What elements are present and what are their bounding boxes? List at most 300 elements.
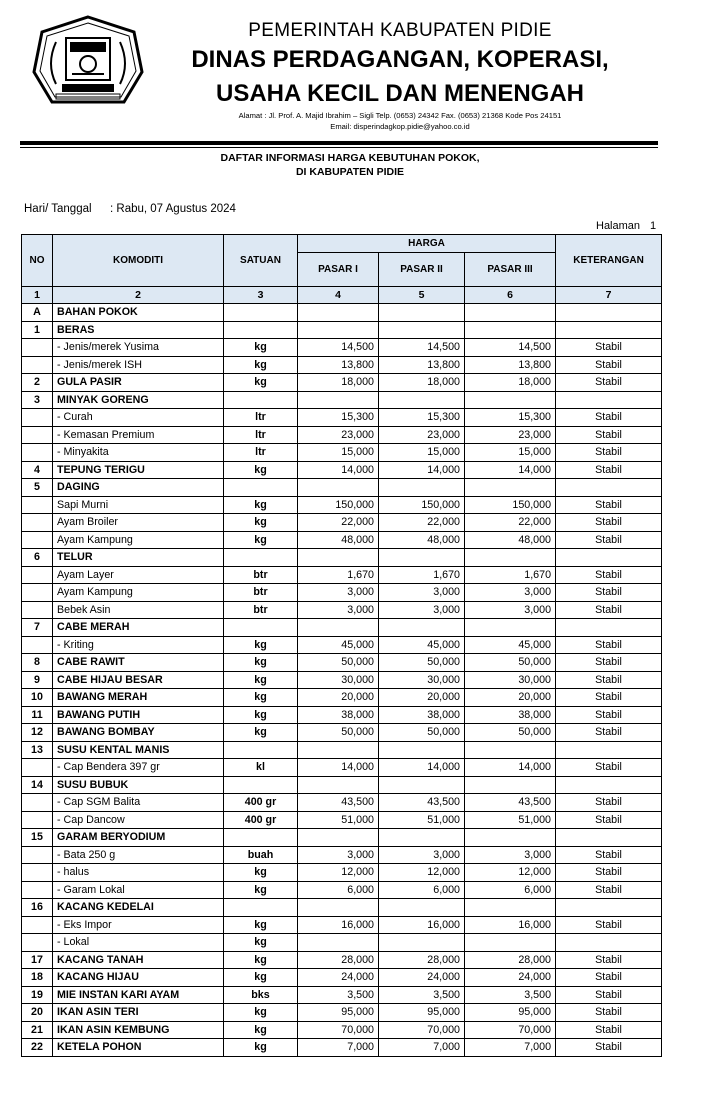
- unit: kg: [224, 934, 298, 952]
- price-pasar-2: 3,000: [379, 846, 465, 864]
- table-row: [22, 619, 662, 637]
- price-pasar-2: [379, 619, 465, 637]
- status-note: [556, 391, 662, 409]
- price-pasar-3: 48,000: [465, 531, 556, 549]
- status-note: [556, 776, 662, 794]
- status-note: Stabil: [556, 566, 662, 584]
- status-note: Stabil: [556, 864, 662, 882]
- price-pasar-1: 3,000: [298, 601, 379, 619]
- row-number: 5: [22, 479, 53, 497]
- price-pasar-1: 16,000: [298, 916, 379, 934]
- unit: kg: [224, 864, 298, 882]
- table-row: [22, 374, 662, 392]
- header-pasar-2: PASAR II: [379, 253, 465, 287]
- price-pasar-1: 45,000: [298, 636, 379, 654]
- status-note: [556, 321, 662, 339]
- table-row: [22, 391, 662, 409]
- price-pasar-1: [298, 321, 379, 339]
- price-pasar-2: 6,000: [379, 881, 465, 899]
- table-row: [22, 969, 662, 987]
- column-number: 3: [224, 287, 298, 304]
- price-pasar-2: 24,000: [379, 969, 465, 987]
- status-note: Stabil: [556, 601, 662, 619]
- price-pasar-1: 3,000: [298, 846, 379, 864]
- price-pasar-1: [298, 391, 379, 409]
- unit: kg: [224, 531, 298, 549]
- commodity-name: BERAS: [53, 321, 224, 339]
- table-row: [22, 724, 662, 742]
- status-note: Stabil: [556, 689, 662, 707]
- row-number: [22, 636, 53, 654]
- row-number: A: [22, 304, 53, 322]
- table-row: [22, 549, 662, 567]
- price-pasar-2: [379, 829, 465, 847]
- row-number: 15: [22, 829, 53, 847]
- row-number: [22, 426, 53, 444]
- unit: [224, 829, 298, 847]
- unit: kg: [224, 496, 298, 514]
- price-pasar-1: [298, 829, 379, 847]
- table-row: [22, 304, 662, 322]
- price-pasar-2: [379, 479, 465, 497]
- commodity-name: GULA PASIR: [53, 374, 224, 392]
- commodity-name: Ayam Kampung: [53, 584, 224, 602]
- row-number: [22, 444, 53, 462]
- price-pasar-2: 95,000: [379, 1004, 465, 1022]
- price-pasar-3: 24,000: [465, 969, 556, 987]
- commodity-name: IKAN ASIN KEMBUNG: [53, 1021, 224, 1039]
- commodity-name: Ayam Layer: [53, 566, 224, 584]
- price-pasar-2: 14,500: [379, 339, 465, 357]
- price-pasar-2: 7,000: [379, 1039, 465, 1057]
- date-label: Hari/ Tanggal: [24, 203, 92, 215]
- unit: bks: [224, 986, 298, 1004]
- page-number: 1: [650, 220, 657, 232]
- header-email: Email: disperindagkop.pidie@yahoo.co.id: [330, 122, 470, 131]
- price-pasar-1: 3,000: [298, 584, 379, 602]
- row-number: 16: [22, 899, 53, 917]
- letterhead-divider-thick: [20, 141, 658, 145]
- unit: kg: [224, 514, 298, 532]
- price-pasar-1: 28,000: [298, 951, 379, 969]
- price-pasar-2: 12,000: [379, 864, 465, 882]
- table-row: [22, 531, 662, 549]
- column-number: 4: [298, 287, 379, 304]
- price-pasar-2: 23,000: [379, 426, 465, 444]
- table-row: [22, 934, 662, 952]
- price-pasar-1: [298, 619, 379, 637]
- row-number: [22, 916, 53, 934]
- table-row: [22, 794, 662, 812]
- price-pasar-3: [465, 304, 556, 322]
- price-pasar-1: 7,000: [298, 1039, 379, 1057]
- price-pasar-2: 3,500: [379, 986, 465, 1004]
- column-number: 1: [22, 287, 53, 304]
- commodity-name: CABE RAWIT: [53, 654, 224, 672]
- price-pasar-1: [298, 741, 379, 759]
- commodity-name: Bebek Asin: [53, 601, 224, 619]
- table-row: [22, 1039, 662, 1057]
- table-row: [22, 496, 662, 514]
- price-pasar-1: [298, 304, 379, 322]
- row-number: [22, 496, 53, 514]
- unit: btr: [224, 566, 298, 584]
- price-pasar-1: 15,300: [298, 409, 379, 427]
- unit: kg: [224, 654, 298, 672]
- column-number: 2: [53, 287, 224, 304]
- commodity-name: TEPUNG TERIGU: [53, 461, 224, 479]
- price-pasar-3: 3,000: [465, 584, 556, 602]
- row-number: [22, 531, 53, 549]
- table-row: [22, 654, 662, 672]
- commodity-name: - Cap Dancow: [53, 811, 224, 829]
- status-note: [556, 899, 662, 917]
- unit: kg: [224, 356, 298, 374]
- status-note: [556, 829, 662, 847]
- commodity-name: - Bata 250 g: [53, 846, 224, 864]
- price-pasar-2: 28,000: [379, 951, 465, 969]
- price-pasar-1: 12,000: [298, 864, 379, 882]
- row-number: 10: [22, 689, 53, 707]
- unit: ltr: [224, 426, 298, 444]
- table-row: [22, 741, 662, 759]
- price-pasar-3: [465, 321, 556, 339]
- table-row: [22, 671, 662, 689]
- status-note: Stabil: [556, 1004, 662, 1022]
- document-title: DAFTAR INFORMASI HARGA KEBUTUHAN POKOK,: [220, 152, 480, 164]
- unit: [224, 899, 298, 917]
- price-pasar-2: 1,670: [379, 566, 465, 584]
- commodity-name: MINYAK GORENG: [53, 391, 224, 409]
- row-number: [22, 794, 53, 812]
- price-pasar-3: 38,000: [465, 706, 556, 724]
- price-pasar-3: 6,000: [465, 881, 556, 899]
- price-pasar-2: [379, 549, 465, 567]
- unit: [224, 549, 298, 567]
- commodity-name: - Jenis/merek ISH: [53, 356, 224, 374]
- unit: 400 gr: [224, 811, 298, 829]
- row-number: [22, 584, 53, 602]
- row-number: [22, 759, 53, 777]
- row-number: [22, 409, 53, 427]
- price-pasar-1: 38,000: [298, 706, 379, 724]
- price-pasar-3: [465, 479, 556, 497]
- commodity-name: CABE MERAH: [53, 619, 224, 637]
- unit: kg: [224, 374, 298, 392]
- price-pasar-3: 3,000: [465, 601, 556, 619]
- table-row: [22, 1004, 662, 1022]
- price-pasar-3: [465, 934, 556, 952]
- price-pasar-1: 150,000: [298, 496, 379, 514]
- price-pasar-3: 1,670: [465, 566, 556, 584]
- price-pasar-2: [379, 304, 465, 322]
- price-pasar-2: 30,000: [379, 671, 465, 689]
- table-row: [22, 986, 662, 1004]
- price-pasar-3: [465, 549, 556, 567]
- row-number: 1: [22, 321, 53, 339]
- table-row: [22, 1021, 662, 1039]
- header-government: PEMERINTAH KABUPATEN PIDIE: [248, 20, 552, 41]
- price-pasar-2: 3,000: [379, 584, 465, 602]
- price-pasar-3: [465, 619, 556, 637]
- header-komoditi: KOMODITI: [53, 235, 224, 287]
- price-pasar-1: [298, 479, 379, 497]
- price-pasar-3: 7,000: [465, 1039, 556, 1057]
- unit: [224, 619, 298, 637]
- price-pasar-2: [379, 899, 465, 917]
- status-note: Stabil: [556, 724, 662, 742]
- commodity-name: KACANG KEDELAI: [53, 899, 224, 917]
- unit: kg: [224, 1021, 298, 1039]
- table-row: [22, 514, 662, 532]
- price-pasar-2: 13,800: [379, 356, 465, 374]
- row-number: [22, 601, 53, 619]
- price-pasar-3: 43,500: [465, 794, 556, 812]
- price-pasar-3: 14,000: [465, 759, 556, 777]
- price-pasar-2: 43,500: [379, 794, 465, 812]
- unit: [224, 776, 298, 794]
- status-note: Stabil: [556, 951, 662, 969]
- unit: [224, 304, 298, 322]
- price-pasar-2: 3,000: [379, 601, 465, 619]
- price-pasar-2: 16,000: [379, 916, 465, 934]
- status-note: Stabil: [556, 969, 662, 987]
- status-note: Stabil: [556, 444, 662, 462]
- commodity-name: KACANG TANAH: [53, 951, 224, 969]
- commodity-name: MIE INSTAN KARI AYAM: [53, 986, 224, 1004]
- status-note: Stabil: [556, 496, 662, 514]
- price-pasar-2: [379, 321, 465, 339]
- unit: kl: [224, 759, 298, 777]
- status-note: Stabil: [556, 794, 662, 812]
- status-note: Stabil: [556, 986, 662, 1004]
- commodity-name: DAGING: [53, 479, 224, 497]
- header-address: Alamat : Jl. Prof. A. Majid Ibrahim – Sigli Telp. (0653) 24342 Fax. (0653) 21368 Kode Pos 24151: [238, 111, 562, 120]
- status-note: [556, 741, 662, 759]
- row-number: 17: [22, 951, 53, 969]
- price-pasar-3: 3,000: [465, 846, 556, 864]
- table-row: [22, 846, 662, 864]
- unit: [224, 321, 298, 339]
- commodity-name: KETELA POHON: [53, 1039, 224, 1057]
- column-number: 5: [379, 287, 465, 304]
- price-pasar-2: 45,000: [379, 636, 465, 654]
- unit: [224, 479, 298, 497]
- row-number: [22, 514, 53, 532]
- column-number: 7: [556, 287, 662, 304]
- price-pasar-1: [298, 934, 379, 952]
- commodity-name: - Minyakita: [53, 444, 224, 462]
- commodity-name: - halus: [53, 864, 224, 882]
- row-number: 21: [22, 1021, 53, 1039]
- table-row: [22, 951, 662, 969]
- price-pasar-3: 18,000: [465, 374, 556, 392]
- table-row: [22, 339, 662, 357]
- commodity-name: - Cap Bendera 397 gr: [53, 759, 224, 777]
- status-note: [556, 479, 662, 497]
- table-row: [22, 461, 662, 479]
- unit: kg: [224, 689, 298, 707]
- price-pasar-2: 51,000: [379, 811, 465, 829]
- price-pasar-2: 14,000: [379, 759, 465, 777]
- status-note: Stabil: [556, 654, 662, 672]
- price-pasar-3: [465, 391, 556, 409]
- commodity-name: BAWANG PUTIH: [53, 706, 224, 724]
- commodity-name: - Curah: [53, 409, 224, 427]
- pidie-emblem-logo: [26, 14, 150, 108]
- header-harga: HARGA: [298, 235, 556, 253]
- commodity-name: Ayam Kampung: [53, 531, 224, 549]
- price-pasar-3: [465, 829, 556, 847]
- commodity-name: KACANG HIJAU: [53, 969, 224, 987]
- table-row: [22, 636, 662, 654]
- unit: [224, 741, 298, 759]
- header-pasar-1: PASAR I: [298, 253, 379, 287]
- table-row: [22, 321, 662, 339]
- price-pasar-1: 30,000: [298, 671, 379, 689]
- status-note: Stabil: [556, 514, 662, 532]
- unit: kg: [224, 969, 298, 987]
- status-note: Stabil: [556, 706, 662, 724]
- price-pasar-2: 50,000: [379, 724, 465, 742]
- row-number: [22, 846, 53, 864]
- price-pasar-3: 30,000: [465, 671, 556, 689]
- table-row: [22, 479, 662, 497]
- price-pasar-3: 14,000: [465, 461, 556, 479]
- status-note: Stabil: [556, 531, 662, 549]
- header-satuan: SATUAN: [224, 235, 298, 287]
- commodity-name: - Lokal: [53, 934, 224, 952]
- row-number: 7: [22, 619, 53, 637]
- table-row: [22, 601, 662, 619]
- price-pasar-1: 1,670: [298, 566, 379, 584]
- table-row: [22, 409, 662, 427]
- price-pasar-1: 51,000: [298, 811, 379, 829]
- price-pasar-3: 22,000: [465, 514, 556, 532]
- row-number: 6: [22, 549, 53, 567]
- price-pasar-3: 45,000: [465, 636, 556, 654]
- price-pasar-3: 50,000: [465, 724, 556, 742]
- header-no: NO: [22, 235, 53, 287]
- row-number: 18: [22, 969, 53, 987]
- price-pasar-3: 70,000: [465, 1021, 556, 1039]
- unit: btr: [224, 601, 298, 619]
- status-note: Stabil: [556, 1039, 662, 1057]
- table-row: [22, 864, 662, 882]
- row-number: 14: [22, 776, 53, 794]
- row-number: [22, 339, 53, 357]
- page-label: Halaman: [596, 220, 641, 232]
- table-row: [22, 584, 662, 602]
- row-number: 19: [22, 986, 53, 1004]
- unit: kg: [224, 671, 298, 689]
- price-pasar-3: [465, 741, 556, 759]
- unit: [224, 391, 298, 409]
- header-agency-line2: USAHA KECIL DAN MENENGAH: [215, 80, 584, 107]
- unit: kg: [224, 951, 298, 969]
- price-pasar-1: 14,000: [298, 461, 379, 479]
- unit: 400 gr: [224, 794, 298, 812]
- row-number: [22, 356, 53, 374]
- unit: ltr: [224, 444, 298, 462]
- price-pasar-3: [465, 776, 556, 794]
- document-subtitle: DI KABUPATEN PIDIE: [295, 166, 405, 178]
- status-note: Stabil: [556, 759, 662, 777]
- price-pasar-3: 28,000: [465, 951, 556, 969]
- commodity-name: Sapi Murni: [53, 496, 224, 514]
- status-note: Stabil: [556, 916, 662, 934]
- status-note: [556, 619, 662, 637]
- unit: kg: [224, 1039, 298, 1057]
- price-pasar-2: 14,000: [379, 461, 465, 479]
- price-pasar-1: 14,500: [298, 339, 379, 357]
- commodity-name: SUSU KENTAL MANIS: [53, 741, 224, 759]
- price-pasar-1: [298, 899, 379, 917]
- price-pasar-1: 43,500: [298, 794, 379, 812]
- unit: btr: [224, 584, 298, 602]
- price-pasar-1: 14,000: [298, 759, 379, 777]
- status-note: Stabil: [556, 339, 662, 357]
- price-pasar-2: [379, 391, 465, 409]
- price-pasar-2: [379, 934, 465, 952]
- table-row: [22, 899, 662, 917]
- row-number: 4: [22, 461, 53, 479]
- status-note: Stabil: [556, 1021, 662, 1039]
- table-row: [22, 759, 662, 777]
- price-pasar-1: 18,000: [298, 374, 379, 392]
- price-pasar-3: 15,000: [465, 444, 556, 462]
- price-pasar-2: 70,000: [379, 1021, 465, 1039]
- header-agency-line1: DINAS PERDAGANGAN, KOPERASI,: [191, 46, 609, 73]
- price-pasar-1: 23,000: [298, 426, 379, 444]
- row-number: [22, 881, 53, 899]
- row-number: 11: [22, 706, 53, 724]
- unit: kg: [224, 339, 298, 357]
- price-pasar-2: 20,000: [379, 689, 465, 707]
- commodity-name: BAWANG MERAH: [53, 689, 224, 707]
- status-note: Stabil: [556, 671, 662, 689]
- status-note: Stabil: [556, 846, 662, 864]
- price-pasar-3: [465, 899, 556, 917]
- price-pasar-3: 15,300: [465, 409, 556, 427]
- price-pasar-2: 48,000: [379, 531, 465, 549]
- commodity-name: BAHAN POKOK: [53, 304, 224, 322]
- price-pasar-2: 18,000: [379, 374, 465, 392]
- price-pasar-3: 12,000: [465, 864, 556, 882]
- row-number: 12: [22, 724, 53, 742]
- row-number: [22, 934, 53, 952]
- status-note: Stabil: [556, 811, 662, 829]
- date-value: : Rabu, 07 Agustus 2024: [110, 203, 236, 215]
- table-row: [22, 706, 662, 724]
- table-row: [22, 689, 662, 707]
- price-pasar-1: 13,800: [298, 356, 379, 374]
- commodity-name: TELUR: [53, 549, 224, 567]
- row-number: 8: [22, 654, 53, 672]
- table-row: [22, 881, 662, 899]
- price-pasar-1: 15,000: [298, 444, 379, 462]
- commodity-name: SUSU BUBUK: [53, 776, 224, 794]
- price-pasar-3: 16,000: [465, 916, 556, 934]
- row-number: 20: [22, 1004, 53, 1022]
- price-pasar-1: 70,000: [298, 1021, 379, 1039]
- price-pasar-3: 13,800: [465, 356, 556, 374]
- commodity-name: - Jenis/merek Yusima: [53, 339, 224, 357]
- row-number: [22, 864, 53, 882]
- price-pasar-2: 50,000: [379, 654, 465, 672]
- status-note: Stabil: [556, 374, 662, 392]
- commodity-name: BAWANG BOMBAY: [53, 724, 224, 742]
